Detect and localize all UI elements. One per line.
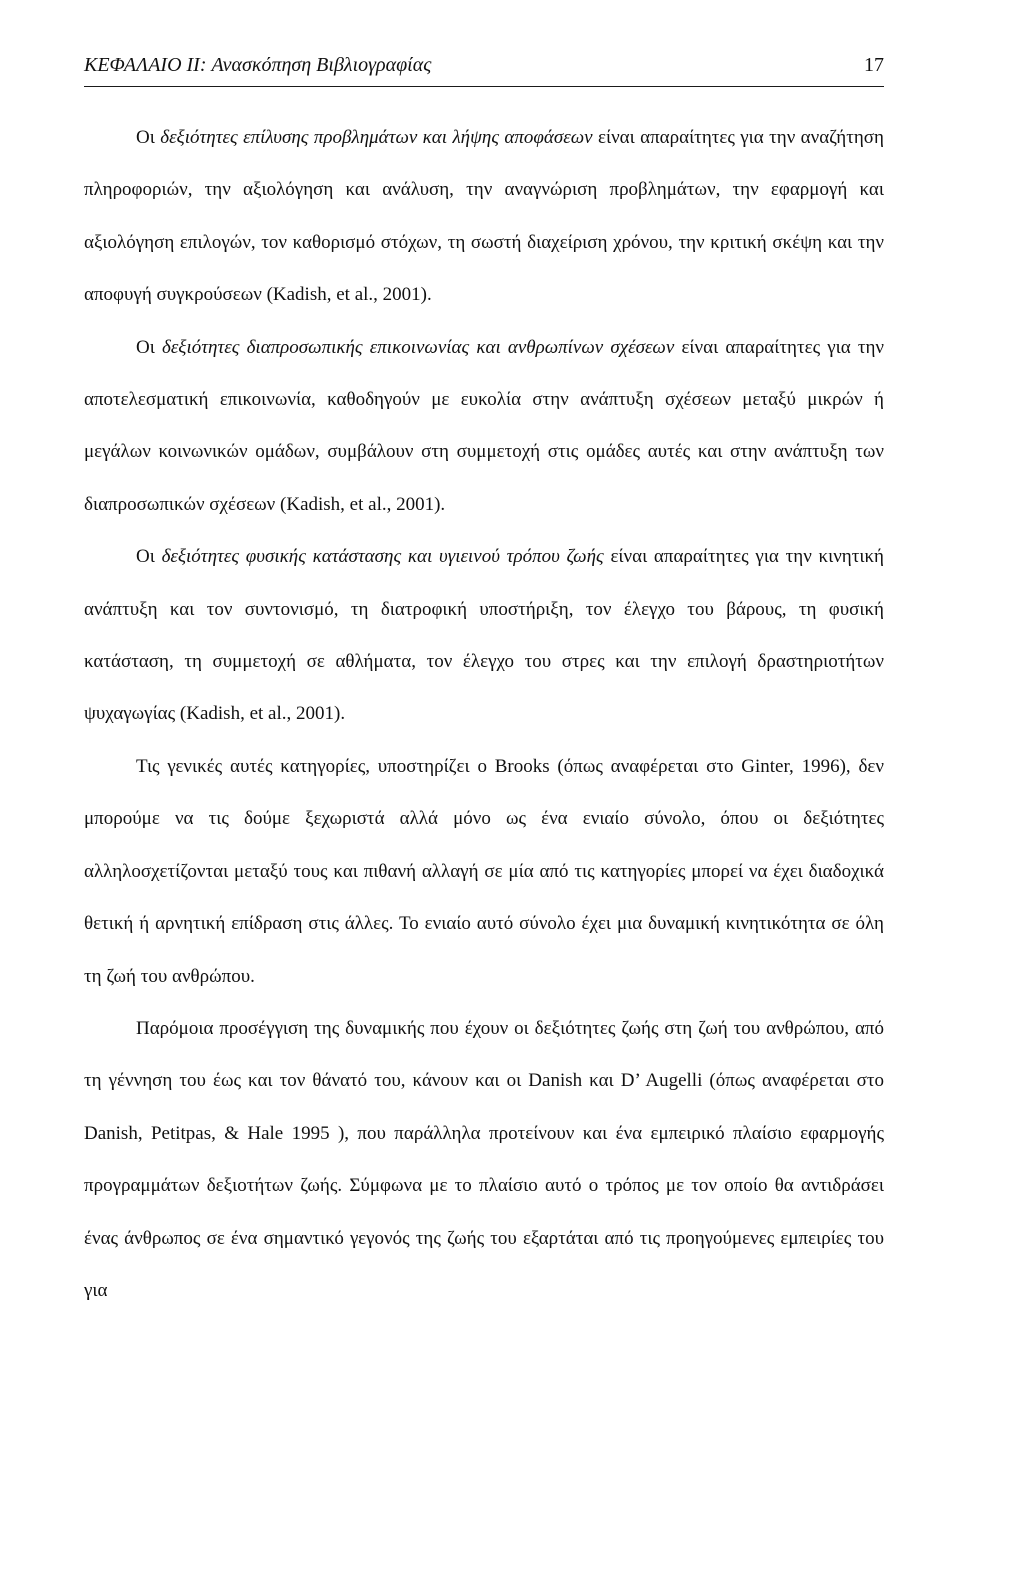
paragraph-brooks-categories: Τις γενικές αυτές κατηγορίες, υποστηρίζει ο Brooks (όπως αναφέρεται στο Ginter, 1996), δεν μπορούμε να τις δούμε ξεχωριστά αλλά μόνο ως ένα ενιαίο σύνολο, όπου οι δεξιότητες αλληλοσχετίζονται μεταξύ τους και πιθανή αλλαγή σε μία από τις κατηγορίες μπορεί να έχει διαδοχικά θετική ή αρνητική επίδραση στις άλλες. Το ενιαίο αυτό σύνολο έχει μια δυναμική κινητικότητα σε όλη τη ζωή του ανθρώπου. [84,755,884,987]
paragraph-problem-solving-skills [84,112,884,322]
paragraph-body: είναι απαραίτητες για την αποτελεσματική επικοινωνία, καθοδηγούν με ευκολία στην ανάπτυξη σχέσεων μεταξύ μικρών ή μεγάλων κοινωνικών ομάδων, συμβάλουν στη συμμετοχή στις ομάδες αυτές και στην ανάπτυξη των διαπροσωπικών σχέσεων (Kadish, et al., 2001). [84,336,884,515]
paragraph-body: είναι απαραίτητες για την αναζήτηση πληροφοριών, την αξιολόγηση και ανάλυση, την αναγνώριση προβλημάτων, την εφαρμογή και αξιολόγηση επιλογών, τον καθορισμό στόχων, τη σωστή διαχείριση χρόνου, την κριτική σκέψη και την αποφυγή συγκρούσεων (Kadish, et al., 2001). [84,127,884,306]
paragraph-fitness-skills [84,531,884,741]
paragraph-body: είναι απαραίτητες για την κινητική ανάπτυξη και τον συντονισμό, τη διατροφική υποστήριξη, τον έλεγχο του βάρους, τη φυσική κατάσταση, τη συμμετοχή σε αθλήματα, τον έλεγχο του στρες και την επιλογή δραστηριοτήτων ψυχαγωγίας (Kadish, et al., 2001). [84,546,884,725]
emphasized-term: δεξιότητες διαπροσωπικής επικοινωνίας και ανθρωπίνων σχέσεων [161,336,675,358]
paragraph-lead: Οι [136,127,161,148]
paragraph-lead: Οι [136,546,162,568]
emphasized-term: δεξιότητες φυσικής κατάστασης και υγιεινού τρόπου ζωής [161,546,604,568]
chapter-title: ΚΕΦΑΛΑΙΟ II: Ανασκόπηση Βιβλιογραφίας [84,54,432,76]
body-text [84,112,884,1317]
running-header [84,52,884,87]
emphasized-term: δεξιότητες επίλυσης προβλημάτων και λήψης αποφάσεων [160,127,593,148]
page-number: 17 [864,54,884,76]
paragraph-lead: Οι [136,336,162,358]
paragraph-danish-framework: Παρόμοια προσέγγιση της δυναμικής που έχουν οι δεξιότητες ζωής στη ζωή του ανθρώπου, από τη γέννηση του έως και τον θάνατό του, κάνουν και οι Danish και D’ Augelli (όπως αναφέρεται στο Danish, Petitpas, & Hale 1995 ), που παράλληλα προτείνουν και ένα εμπειρικό πλαίσιο εφαρμογής προγραμμάτων δεξιοτήτων ζωής. Σύμφωνα με το πλαίσιο αυτό ο τρόπος με τον οποίο θα αντιδράσει ένας άνθρωπος σε ένα σημαντικό γεγονός της ζωής του εξαρτάται από τις προηγούμενες εμπειρίες του για [84,1017,884,1301]
paragraph-interpersonal-skills [84,322,884,532]
